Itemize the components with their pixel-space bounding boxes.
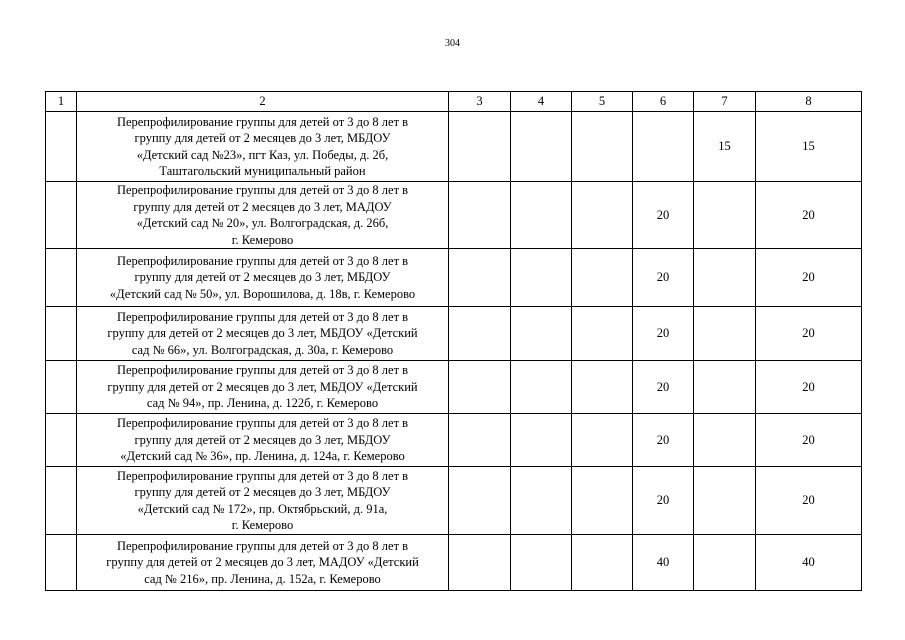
cell-col5 — [572, 182, 633, 249]
column-header-6: 6 — [633, 92, 694, 112]
table-row — [46, 112, 862, 182]
cell-col5 — [572, 307, 633, 361]
cell-col8: 20 — [756, 414, 862, 467]
cell-description: Перепрофилирование группы для детей от 3 до 8 лет в группу для детей от 2 месяцев до 3 лет, МБДОУ «Детский сад № 50», ул. Ворошилова, д. 18в, г. Кемерово — [77, 249, 449, 307]
cell-col7 — [694, 249, 756, 307]
cell-col4 — [511, 361, 572, 414]
cell-description: Перепрофилирование группы для детей от 3 до 8 лет в группу для детей от 2 месяцев до 3 лет, МБДОУ «Детский сад № 94», пр. Ленина, д. 122б, г. Кемерово — [77, 361, 449, 414]
cell-col6: 20 — [633, 361, 694, 414]
cell-col7 — [694, 307, 756, 361]
data-table — [45, 91, 862, 591]
cell-col7 — [694, 414, 756, 467]
cell-description: Перепрофилирование группы для детей от 3 до 8 лет в группу для детей от 2 месяцев до 3 лет, МБДОУ «Детский сад № 172», пр. Октябрьский, д. 91а, г. Кемерово — [77, 467, 449, 535]
cell-description: Перепрофилирование группы для детей от 3 до 8 лет в группу для детей от 2 месяцев до 3 лет, МБДОУ «Детский сад № 66», ул. Волгоградская, д. 30а, г. Кемерово — [77, 307, 449, 361]
cell-col8: 20 — [756, 307, 862, 361]
cell-col3 — [449, 361, 511, 414]
cell-number — [46, 249, 77, 307]
cell-col8: 20 — [756, 467, 862, 535]
column-header-3: 3 — [449, 92, 511, 112]
table-row — [46, 182, 862, 249]
column-header-5: 5 — [572, 92, 633, 112]
cell-number — [46, 535, 77, 591]
cell-col4 — [511, 535, 572, 591]
cell-description: Перепрофилирование группы для детей от 3 до 8 лет в группу для детей от 2 месяцев до 3 лет, МАДОУ «Детский сад № 20», ул. Волгоградская, д. 26б, г. Кемерово — [77, 182, 449, 249]
cell-col6: 20 — [633, 182, 694, 249]
column-header-7: 7 — [694, 92, 756, 112]
cell-col4 — [511, 414, 572, 467]
cell-col4 — [511, 182, 572, 249]
cell-number — [46, 414, 77, 467]
column-header-1: 1 — [46, 92, 77, 112]
cell-col5 — [572, 249, 633, 307]
cell-number — [46, 361, 77, 414]
cell-col7 — [694, 467, 756, 535]
cell-col5 — [572, 535, 633, 591]
cell-col3 — [449, 307, 511, 361]
cell-col8: 20 — [756, 182, 862, 249]
column-header-4: 4 — [511, 92, 572, 112]
cell-col6: 40 — [633, 535, 694, 591]
cell-col6 — [633, 112, 694, 182]
cell-col3 — [449, 112, 511, 182]
table-row — [46, 535, 862, 591]
cell-col3 — [449, 467, 511, 535]
cell-col7 — [694, 535, 756, 591]
cell-col4 — [511, 112, 572, 182]
cell-col6: 20 — [633, 467, 694, 535]
cell-description: Перепрофилирование группы для детей от 3 до 8 лет в группу для детей от 2 месяцев до 3 лет, МБДОУ «Детский сад № 36», пр. Ленина, д. 124а, г. Кемерово — [77, 414, 449, 467]
column-header-8: 8 — [756, 92, 862, 112]
cell-col5 — [572, 112, 633, 182]
cell-number — [46, 467, 77, 535]
cell-col8: 20 — [756, 361, 862, 414]
cell-col6: 20 — [633, 307, 694, 361]
table-row — [46, 467, 862, 535]
cell-col5 — [572, 414, 633, 467]
cell-number — [46, 307, 77, 361]
column-header-2: 2 — [77, 92, 449, 112]
cell-description: Перепрофилирование группы для детей от 3 до 8 лет в группу для детей от 2 месяцев до 3 лет, МБДОУ «Детский сад №23», пгт Каз, ул. Победы, д. 2б, Таштагольский муниципальный район — [77, 112, 449, 182]
cell-col5 — [572, 361, 633, 414]
cell-number — [46, 112, 77, 182]
cell-col3 — [449, 535, 511, 591]
cell-col7 — [694, 361, 756, 414]
table-row — [46, 307, 862, 361]
cell-col6: 20 — [633, 414, 694, 467]
cell-description: Перепрофилирование группы для детей от 3 до 8 лет в группу для детей от 2 месяцев до 3 лет, МАДОУ «Детский сад № 216», пр. Ленина, д. 152а, г. Кемерово — [77, 535, 449, 591]
cell-col4 — [511, 467, 572, 535]
cell-col4 — [511, 249, 572, 307]
cell-col3 — [449, 249, 511, 307]
cell-col7 — [694, 182, 756, 249]
cell-col8: 40 — [756, 535, 862, 591]
header-row — [46, 92, 862, 112]
table-row — [46, 361, 862, 414]
cell-col7: 15 — [694, 112, 756, 182]
cell-number — [46, 182, 77, 249]
cell-col8: 15 — [756, 112, 862, 182]
cell-col3 — [449, 414, 511, 467]
cell-col8: 20 — [756, 249, 862, 307]
page-number: 304 — [445, 38, 460, 49]
table-row — [46, 249, 862, 307]
cell-col5 — [572, 467, 633, 535]
table-row — [46, 414, 862, 467]
cell-col3 — [449, 182, 511, 249]
cell-col4 — [511, 307, 572, 361]
cell-col6: 20 — [633, 249, 694, 307]
